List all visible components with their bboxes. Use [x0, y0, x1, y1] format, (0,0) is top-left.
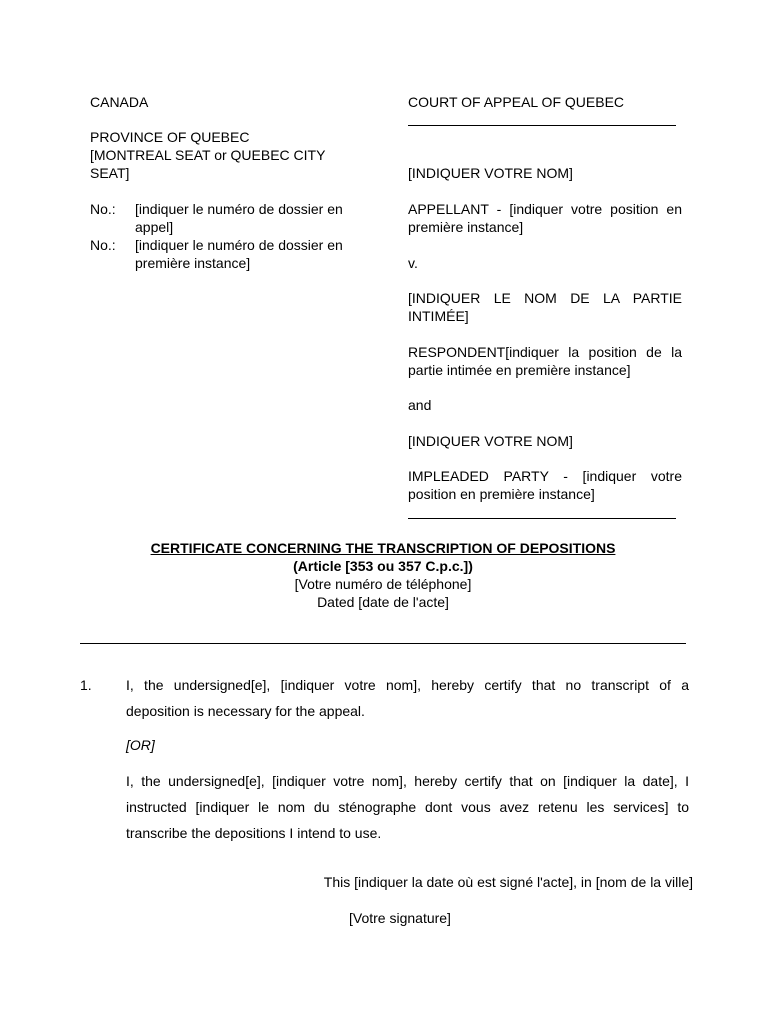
file-number-value-line1: [indiquer le numéro de dossier en	[135, 201, 343, 217]
certificate-title: CERTIFICATE CONCERNING THE TRANSCRIPTION OF DEPOSITIONS	[150, 540, 616, 556]
phone-placeholder: [Votre numéro de téléphone]	[294, 576, 472, 592]
respondent-role-line2: partie intimée en première instance]	[408, 362, 631, 378]
file-number-value-line1: [indiquer le numéro de dossier en	[135, 237, 343, 253]
respondent-name-line1: [INDIQUER LE NOM DE LA PARTIE	[408, 290, 682, 306]
header-divider	[408, 125, 676, 126]
place-date-line: This [indiquer la date où est signé l'acte], in [nom de la ville]	[323, 874, 693, 890]
file-number-value-line2: première instance]	[135, 255, 251, 271]
impleaded-party-role-line1: IMPLEADED PARTY - [indiquer votre	[408, 468, 682, 484]
appellant-role-line1: APPELLANT - [indiquer votre position en	[408, 201, 682, 217]
signature-placeholder: [Votre signature]	[349, 910, 451, 926]
paragraph-2-line1: I, the undersigned[e], [indiquer votre nom], hereby certify that on [indiquer la date], I	[126, 773, 689, 789]
versus-label: v.	[408, 255, 418, 271]
country-label: CANADA	[90, 94, 149, 110]
parties-divider	[408, 518, 676, 519]
respondent-name-line2: INTIMÉE]	[408, 308, 469, 324]
impleaded-party-name: [INDIQUER VOTRE NOM]	[408, 433, 573, 449]
paragraph-2-line2: instructed [indiquer le nom du sténographe dont vous avez retenu les services] to	[126, 799, 689, 815]
court-name: COURT OF APPEAL OF QUEBEC	[408, 94, 625, 110]
file-number-label: No.:	[90, 201, 116, 217]
impleaded-party-role-line2: position en première instance]	[408, 486, 595, 502]
file-number-label: No.:	[90, 237, 116, 253]
dated-line: Dated [date de l'acte]	[317, 594, 449, 610]
section-divider	[80, 643, 686, 644]
province-label: PROVINCE OF QUEBEC	[90, 129, 250, 145]
seat-line-2: SEAT]	[90, 165, 130, 181]
article-reference: (Article [353 ou 357 C.p.c.])	[293, 558, 473, 574]
seat-line-1: [MONTREAL SEAT or QUEBEC CITY	[90, 147, 326, 163]
and-label: and	[408, 397, 432, 413]
or-label: [OR]	[126, 737, 155, 753]
file-number-value-line2: appel]	[135, 219, 174, 235]
appellant-role-line2: première instance]	[408, 219, 524, 235]
respondent-role-line1: RESPONDENT[indiquer la position de la	[408, 344, 682, 360]
paragraph-2-line3: transcribe the depositions I intend to use.	[126, 825, 382, 841]
paragraph-1-line2: deposition is necessary for the appeal.	[126, 703, 365, 719]
item-number: 1.	[80, 677, 92, 693]
paragraph-1-line1: I, the undersigned[e], [indiquer votre nom], hereby certify that no transcript of a	[126, 677, 689, 693]
appellant-name: [INDIQUER VOTRE NOM]	[408, 165, 573, 181]
